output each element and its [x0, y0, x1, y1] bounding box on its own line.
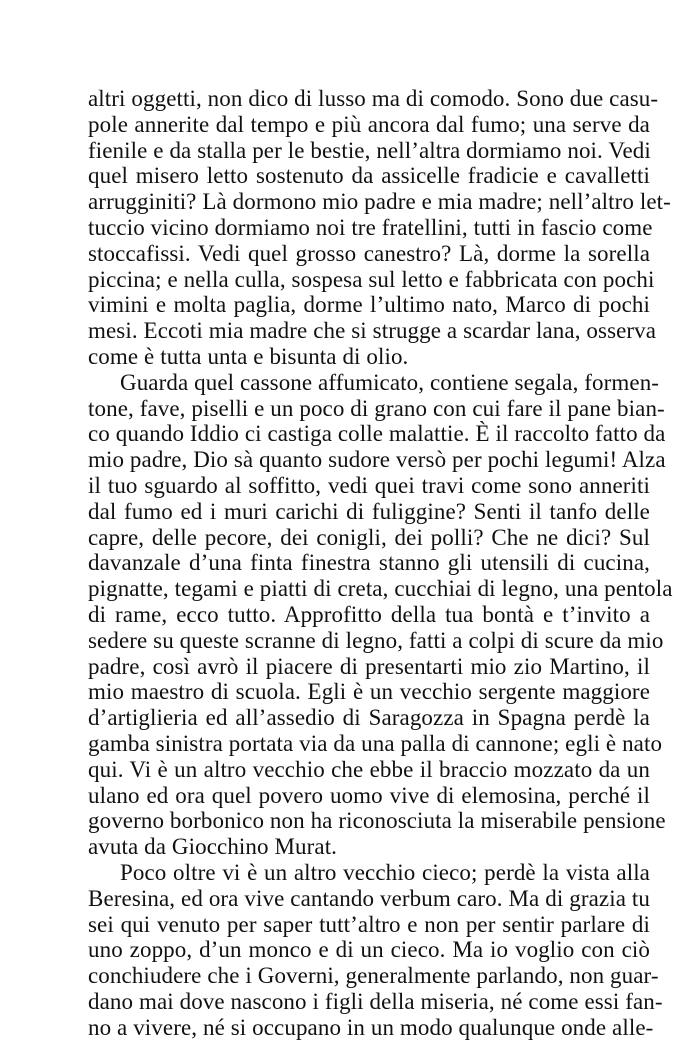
text-line: gamba sinistra portata via da una palla di cannone; egli è nato — [88, 730, 663, 756]
text-line: il tuo sguardo al soffitto, vedi quei travi come sono anneriti — [88, 472, 650, 498]
text-line: mesi. Eccoti mia madre che si strugge a scardar lana, osserva — [88, 318, 657, 344]
text-line: tone, fave, piselli e un poco di grano con cui fare il pane bian- — [88, 395, 665, 421]
text-line: avuta da Giocchino Murat. — [88, 834, 338, 860]
text-line: sedere su queste scranne di legno, fatti a colpi di scure da mio — [88, 627, 664, 653]
text-line: pignatte, tegami e piatti di creta, cucchiai di legno, una pentola — [88, 576, 673, 602]
text-line: co quando Iddio ci castiga colle malattie. È il raccolto fatto da — [88, 421, 666, 447]
text-line: piccina; e nella culla, sospesa sul letto e fabbricata con pochi — [88, 266, 655, 292]
text-line: come è tutta unta e bisunta di olio. — [88, 343, 409, 369]
text-line: sei qui venuto per saper tutt’altro e non per sentir parlare di — [88, 911, 650, 937]
text-line: tuccio vicino dormiamo noi tre fratellini, tutti in fascio come — [88, 214, 653, 240]
text-line: Poco oltre vi è un altro vecchio cieco; perdè la vista alla — [120, 859, 650, 885]
text-line: Guarda quel cassone affumicato, contiene segala, formen- — [120, 369, 660, 395]
text-line: dal fumo ed i muri carichi di fuliggine? Senti il tanfo delle — [88, 498, 650, 524]
text-line: padre, così avrò il piacere di presentarti mio zio Martino, il — [88, 653, 650, 679]
text-line: governo borbonico non ha riconosciuta la miserabile pensione — [88, 808, 666, 834]
body-text — [88, 86, 673, 1040]
text-line: fienile e da stalla per le bestie, nell’altra dormiamo noi. Vedi — [88, 137, 651, 163]
text-line: d’artiglieria ed all’assedio di Saragozza in Spagna perdè la — [88, 705, 650, 731]
text-line: no a vivere, né si occupano in un modo qualunque onde alle- — [88, 1014, 654, 1040]
text-line: capre, delle pecore, dei conigli, dei polli? Che ne dici? Sul — [88, 524, 650, 550]
text-line: davanzale d’una finta finestra stanno gli utensili di cucina, — [88, 550, 650, 576]
text-line: mio padre, Dio sà quanto sudore versò per pochi legumi! Alza — [88, 447, 666, 473]
text-line: uno zoppo, d’un monco e di un cieco. Ma io voglio con ciò — [88, 937, 650, 963]
text-line: quel misero letto sostenuto da assicelle fradicie e cavalletti — [88, 163, 650, 189]
text-line: mio maestro di scuola. Egli è un vecchio sergente maggiore — [88, 679, 650, 705]
text-line: qui. Vi è un altro vecchio che ebbe il braccio mozzato da un — [88, 756, 650, 782]
text-line: Beresina, ed ora vive cantando verbum caro. Ma di grazia tu — [88, 885, 650, 911]
text-line: vimini e molta paglia, dorme l’ultimo nato, Marco di pochi — [88, 292, 650, 318]
text-line: di rame, ecco tutto. Approfitto della tua bontà e t’invito a — [88, 601, 650, 627]
text-line: pole annerite dal tempo e più ancora dal fumo; una serve da — [88, 111, 650, 137]
text-line: arrugginiti? Là dormono mio padre e mia madre; nell’altro let- — [88, 189, 671, 215]
text-line: altri oggetti, non dico di lusso ma di comodo. Sono due casu- — [88, 86, 659, 111]
text-line: stoccafissi. Vedi quel grosso canestro? Là, dorme la sorella — [88, 240, 650, 266]
text-line: conchiudere che i Governi, generalmente parlando, non guar- — [88, 963, 659, 989]
text-line: ulano ed ora quel povero uomo vive di elemosina, perché il — [88, 782, 650, 808]
text-line: dano mai dove nascono i figli della miseria, né come essi fan- — [88, 988, 663, 1014]
